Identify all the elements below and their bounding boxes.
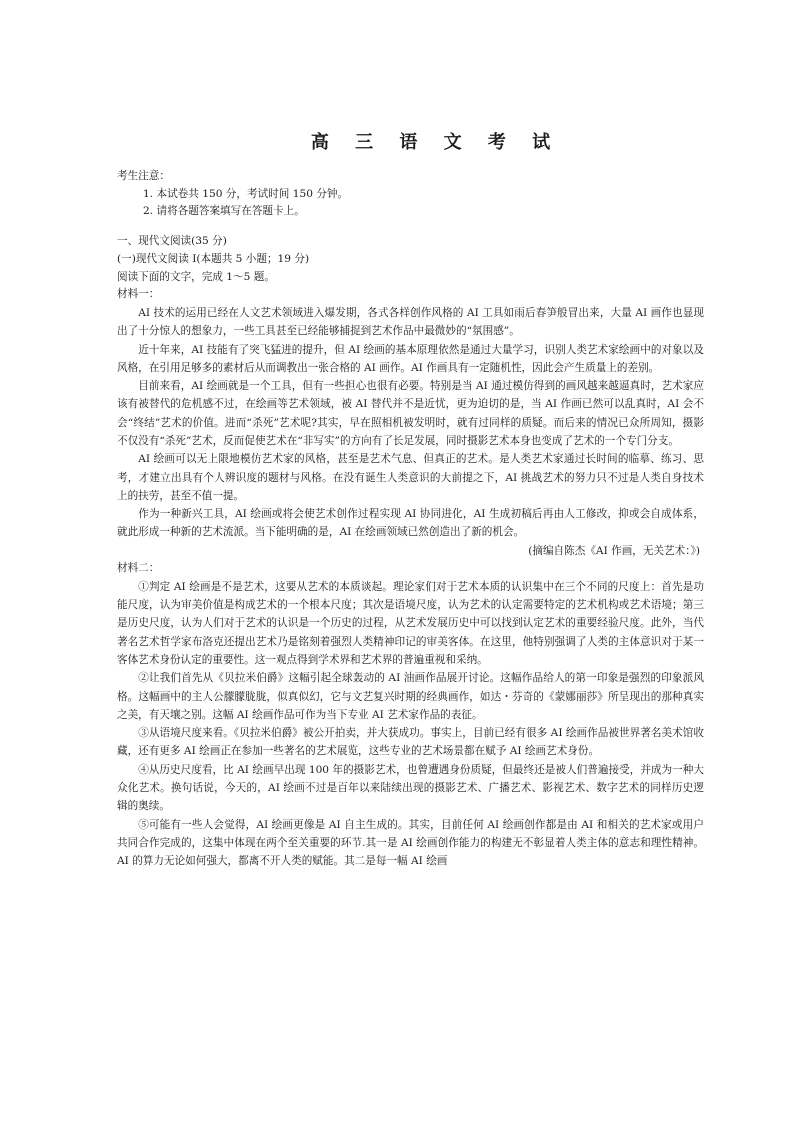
section-instruction: 阅读下面的文字，完成 1～5 题。 [117, 270, 275, 283]
notice-item: 1. 本试卷共 150 分，考试时间 150 分钟。 [143, 187, 349, 200]
material1-paragraph: AI 技术的运用已经在人文艺术领域进入爆发期，各式各样创作风格的 AI 工具如雨后春笋般冒出来，大量 AI 画作也显现出了十分惊人的想象力，一些工具甚至已经能够捕捉到艺术作品中最微妙的“氛围感”。 [117, 306, 704, 338]
section-sub-heading: (一)现代文阅读 I(本题共 5 小题；19 分) [117, 252, 310, 265]
material2-paragraph: ④从历史尺度看，比 AI 绘画早出现 100 年的摄影艺术，也曾遭遇身份质疑，但最终还是被人们普遍接受，并成为一种大众化艺术。换句话说，今天的，AI 绘画不过是百年以来陆续出现的摄影艺术、广播艺术、影视艺术、数字艺术的同样历史逻辑的奥续。 [117, 763, 704, 813]
notice-item: 2. 请将各题答案填写在答题卡上。 [143, 205, 305, 218]
material1-source: (摘编自陈杰《AI 作画，无关艺术：》) [528, 544, 700, 557]
material2-paragraph: ①判定 AI 绘画是不是艺术，这要从艺术的本质谈起。理论家们对于艺术本质的认识集中在三个不同的尺度上：首先是功能尺度，认为审美价值是构成艺术的一个根本尺度；其次是语境尺度，认为艺术的认定需要特定的艺术机构或艺术语境；第三是历史尺度，认为人们对于艺术的认识是一个历史的过程，从艺术发展历史中可以找到认定艺术的重要经验尺度。此外，当代著名艺术哲学家布洛克还提出艺术乃是铭刻着强烈人类精神印记的审美客体。在这里，他特别强调了人类的主体意识对于某一客体艺术身份认定的重要性。这一观点得到学术界和艺术界的普遍重视和采纳。 [117, 580, 704, 666]
spacer [117, 221, 704, 233]
material2-paragraph: ②让我们首先从《贝拉米伯爵》这幅引起全球轰动的 AI 油画作品展开讨论。这幅作品给人的第一印象是强烈的印象派风格。这幅画中的主人公朦朦胧胧，似真似幻，它与文艺复兴时期的经典画作，如达・芬奇的《蒙娜丽莎》所呈现出的那种真实之美，有天壤之别。这幅 AI 绘画作品可作为当下专业 AI 艺术家作品的表征。 [117, 672, 704, 721]
material2-paragraph: ③从语境尺度来看。《贝拉米伯爵》被公开拍卖，并大获成功。事实上，目前已经有很多 AI 绘画作品被世界著名美术馆收藏，还有更多 AI 绘画正在参加一些著名的艺术展览，这些专业的艺术场景都在赋予 AI 绘画艺术身份。 [117, 727, 704, 758]
material1-label: 材料一： [117, 288, 160, 301]
material1-paragraph: 作为一种新兴工具，AI 绘画或将会使艺术创作过程实现 AI 协同进化，AI 生成初稿后再由人工修改，抑或会自成体系，就此形成一种新的艺术流派。当下能明确的是，AI 在绘画领域已然创造出了新的机会。 [117, 508, 704, 539]
material1-paragraph: 目前来看，AI 绘画就是一个工具，但有一些担心也很有必要。特别是当 AI 通过模仿得到的画风越来越逼真时，艺术家应该有被替代的危机感不过，在绘画等艺术领域，被 AI 替代并不是近忧，更为迫切的是，当 AI 作画已然可以乱真时，AI 会不会“终结”艺术的价值。进而“杀死”艺术呢?其实，早在照相机被发明时，就有过同样的质疑。而后来的情况已众所周知，摄影不仅没有“杀死”艺术，反而促使艺术在“非写实”的方向有了长足发展，同时摄影艺术本身也变成了艺术的一个专门分支。 [117, 380, 704, 447]
material1-paragraph: 近十年来，AI 技能有了突飞猛进的提升，但 AI 绘画的基本原理依然是通过大量学习，识别人类艺术家绘画中的对象以及风格，在引用足够多的素材后从而调教出一张合格的 AI 画作。AI 作画具有一定随机性，因此会产生质量上的差别。 [117, 343, 704, 374]
material1-paragraph: AI 绘画可以无上限地模仿艺术家的风格，甚至是艺术气息、但真正的艺术。是人类艺术家通过长时间的临摹、练习、思考，才建立出具有个人辨识度的题材与风格。在没有诞生人类意识的大前提之下，AI 挑战艺术的努力只不过是人类自身技术上的扶劳，甚至不值一提。 [117, 453, 704, 502]
notice-heading: 考生注意： [117, 170, 170, 182]
material2-paragraph: ⑤可能有一些人会觉得，AI 绘画更像是 AI 自主生成的。其实，目前任何 AI 绘画创作都是由 AI 和相关的艺术家或用户共同合作完成的，这集中体现在两个至关重要的环节.其一是 AI 绘画创作能力的构建无不彰显着人类主体的意志和理性精神。AI 的算力无论如何强大，都离不开人类的赋能。其二是每一幅 AI 绘画 [117, 818, 704, 868]
material2-label: 材料二： [117, 562, 160, 575]
page-title: 高 三 语 文 考 试 [310, 132, 561, 153]
section-heading: 一、现代文阅读(35 分) [117, 235, 227, 248]
